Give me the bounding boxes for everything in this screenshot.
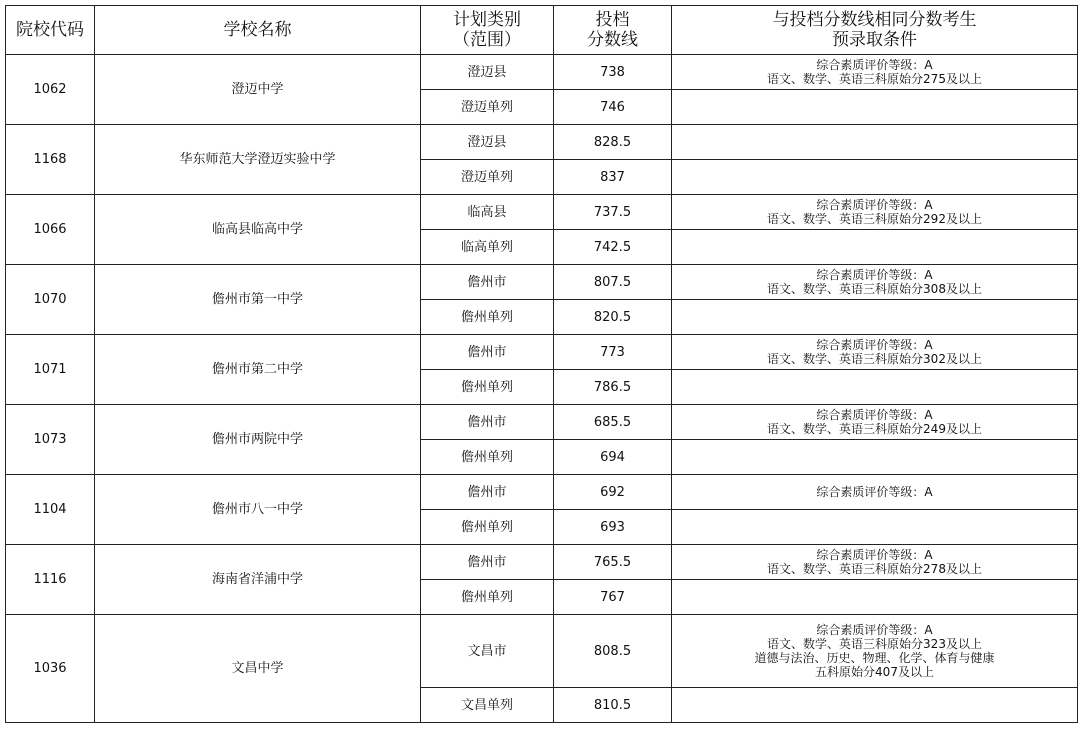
admission-condition: 综合素质评价等级：A 语文、数学、英语三科原始分323及以上 道德与法治、历史、物理、化学、体育与健康 五科原始分407及以上 xyxy=(672,615,1078,688)
cutoff-score: 694 xyxy=(554,440,672,475)
plan-type: 儋州市 xyxy=(421,545,554,580)
admission-condition xyxy=(672,125,1078,160)
plan-type: 儋州单列 xyxy=(421,510,554,545)
header-plan-type: 计划类别 （范围） xyxy=(421,6,554,55)
plan-type: 文昌市 xyxy=(421,615,554,688)
cutoff-score: 773 xyxy=(554,335,672,370)
admission-condition xyxy=(672,688,1078,723)
header-row xyxy=(6,6,1078,55)
school-name: 澄迈中学 xyxy=(95,55,421,125)
cutoff-score: 738 xyxy=(554,55,672,90)
plan-type: 澄迈单列 xyxy=(421,160,554,195)
admission-table xyxy=(5,5,1078,723)
cutoff-score: 737.5 xyxy=(554,195,672,230)
admission-condition: 综合素质评价等级：A 语文、数学、英语三科原始分302及以上 xyxy=(672,335,1078,370)
table-row xyxy=(6,615,1078,688)
header-cutoff-score: 投档 分数线 xyxy=(554,6,672,55)
cutoff-score: 820.5 xyxy=(554,300,672,335)
header-school-name: 学校名称 xyxy=(95,6,421,55)
table-row xyxy=(6,55,1078,90)
admission-condition: 综合素质评价等级：A 语文、数学、英语三科原始分275及以上 xyxy=(672,55,1078,90)
header-school-code: 院校代码 xyxy=(6,6,95,55)
admission-condition xyxy=(672,90,1078,125)
school-name: 儋州市第二中学 xyxy=(95,335,421,405)
admission-condition: 综合素质评价等级：A 语文、数学、英语三科原始分278及以上 xyxy=(672,545,1078,580)
admission-condition xyxy=(672,160,1078,195)
school-code: 1073 xyxy=(6,405,95,475)
plan-type: 儋州市 xyxy=(421,265,554,300)
table-row xyxy=(6,195,1078,230)
school-code: 1066 xyxy=(6,195,95,265)
table-row xyxy=(6,265,1078,300)
admission-condition: 综合素质评价等级：A 语文、数学、英语三科原始分249及以上 xyxy=(672,405,1078,440)
cutoff-score: 693 xyxy=(554,510,672,545)
admission-condition xyxy=(672,230,1078,265)
plan-type: 儋州市 xyxy=(421,475,554,510)
school-code: 1116 xyxy=(6,545,95,615)
admission-condition: 综合素质评价等级：A xyxy=(672,475,1078,510)
plan-type: 文昌单列 xyxy=(421,688,554,723)
admission-condition xyxy=(672,300,1078,335)
cutoff-score: 692 xyxy=(554,475,672,510)
admission-condition xyxy=(672,580,1078,615)
school-code: 1036 xyxy=(6,615,95,723)
school-code: 1168 xyxy=(6,125,95,195)
cutoff-score: 807.5 xyxy=(554,265,672,300)
plan-type: 临高单列 xyxy=(421,230,554,265)
cutoff-score: 808.5 xyxy=(554,615,672,688)
cutoff-score: 765.5 xyxy=(554,545,672,580)
school-code: 1062 xyxy=(6,55,95,125)
table-row xyxy=(6,125,1078,160)
plan-type: 澄迈县 xyxy=(421,55,554,90)
table-row xyxy=(6,405,1078,440)
school-name: 海南省洋浦中学 xyxy=(95,545,421,615)
school-code: 1104 xyxy=(6,475,95,545)
table-row xyxy=(6,545,1078,580)
cutoff-score: 746 xyxy=(554,90,672,125)
school-name: 华东师范大学澄迈实验中学 xyxy=(95,125,421,195)
cutoff-score: 837 xyxy=(554,160,672,195)
admission-condition: 综合素质评价等级：A 语文、数学、英语三科原始分308及以上 xyxy=(672,265,1078,300)
plan-type: 澄迈县 xyxy=(421,125,554,160)
plan-type: 儋州单列 xyxy=(421,440,554,475)
cutoff-score: 786.5 xyxy=(554,370,672,405)
plan-type: 儋州单列 xyxy=(421,300,554,335)
admission-condition xyxy=(672,440,1078,475)
school-name: 儋州市八一中学 xyxy=(95,475,421,545)
plan-type: 儋州市 xyxy=(421,335,554,370)
school-code: 1071 xyxy=(6,335,95,405)
school-code: 1070 xyxy=(6,265,95,335)
plan-type: 儋州单列 xyxy=(421,370,554,405)
table-row xyxy=(6,335,1078,370)
plan-type: 儋州单列 xyxy=(421,580,554,615)
school-name: 儋州市两院中学 xyxy=(95,405,421,475)
plan-type: 澄迈单列 xyxy=(421,90,554,125)
cutoff-score: 742.5 xyxy=(554,230,672,265)
school-name: 儋州市第一中学 xyxy=(95,265,421,335)
admission-condition xyxy=(672,370,1078,405)
school-name: 临高县临高中学 xyxy=(95,195,421,265)
header-admission-condition: 与投档分数线相同分数考生 预录取条件 xyxy=(672,6,1078,55)
cutoff-score: 767 xyxy=(554,580,672,615)
cutoff-score: 810.5 xyxy=(554,688,672,723)
cutoff-score: 828.5 xyxy=(554,125,672,160)
plan-type: 儋州市 xyxy=(421,405,554,440)
admission-condition: 综合素质评价等级：A 语文、数学、英语三科原始分292及以上 xyxy=(672,195,1078,230)
table-row xyxy=(6,475,1078,510)
cutoff-score: 685.5 xyxy=(554,405,672,440)
admission-condition xyxy=(672,510,1078,545)
school-name: 文昌中学 xyxy=(95,615,421,723)
plan-type: 临高县 xyxy=(421,195,554,230)
